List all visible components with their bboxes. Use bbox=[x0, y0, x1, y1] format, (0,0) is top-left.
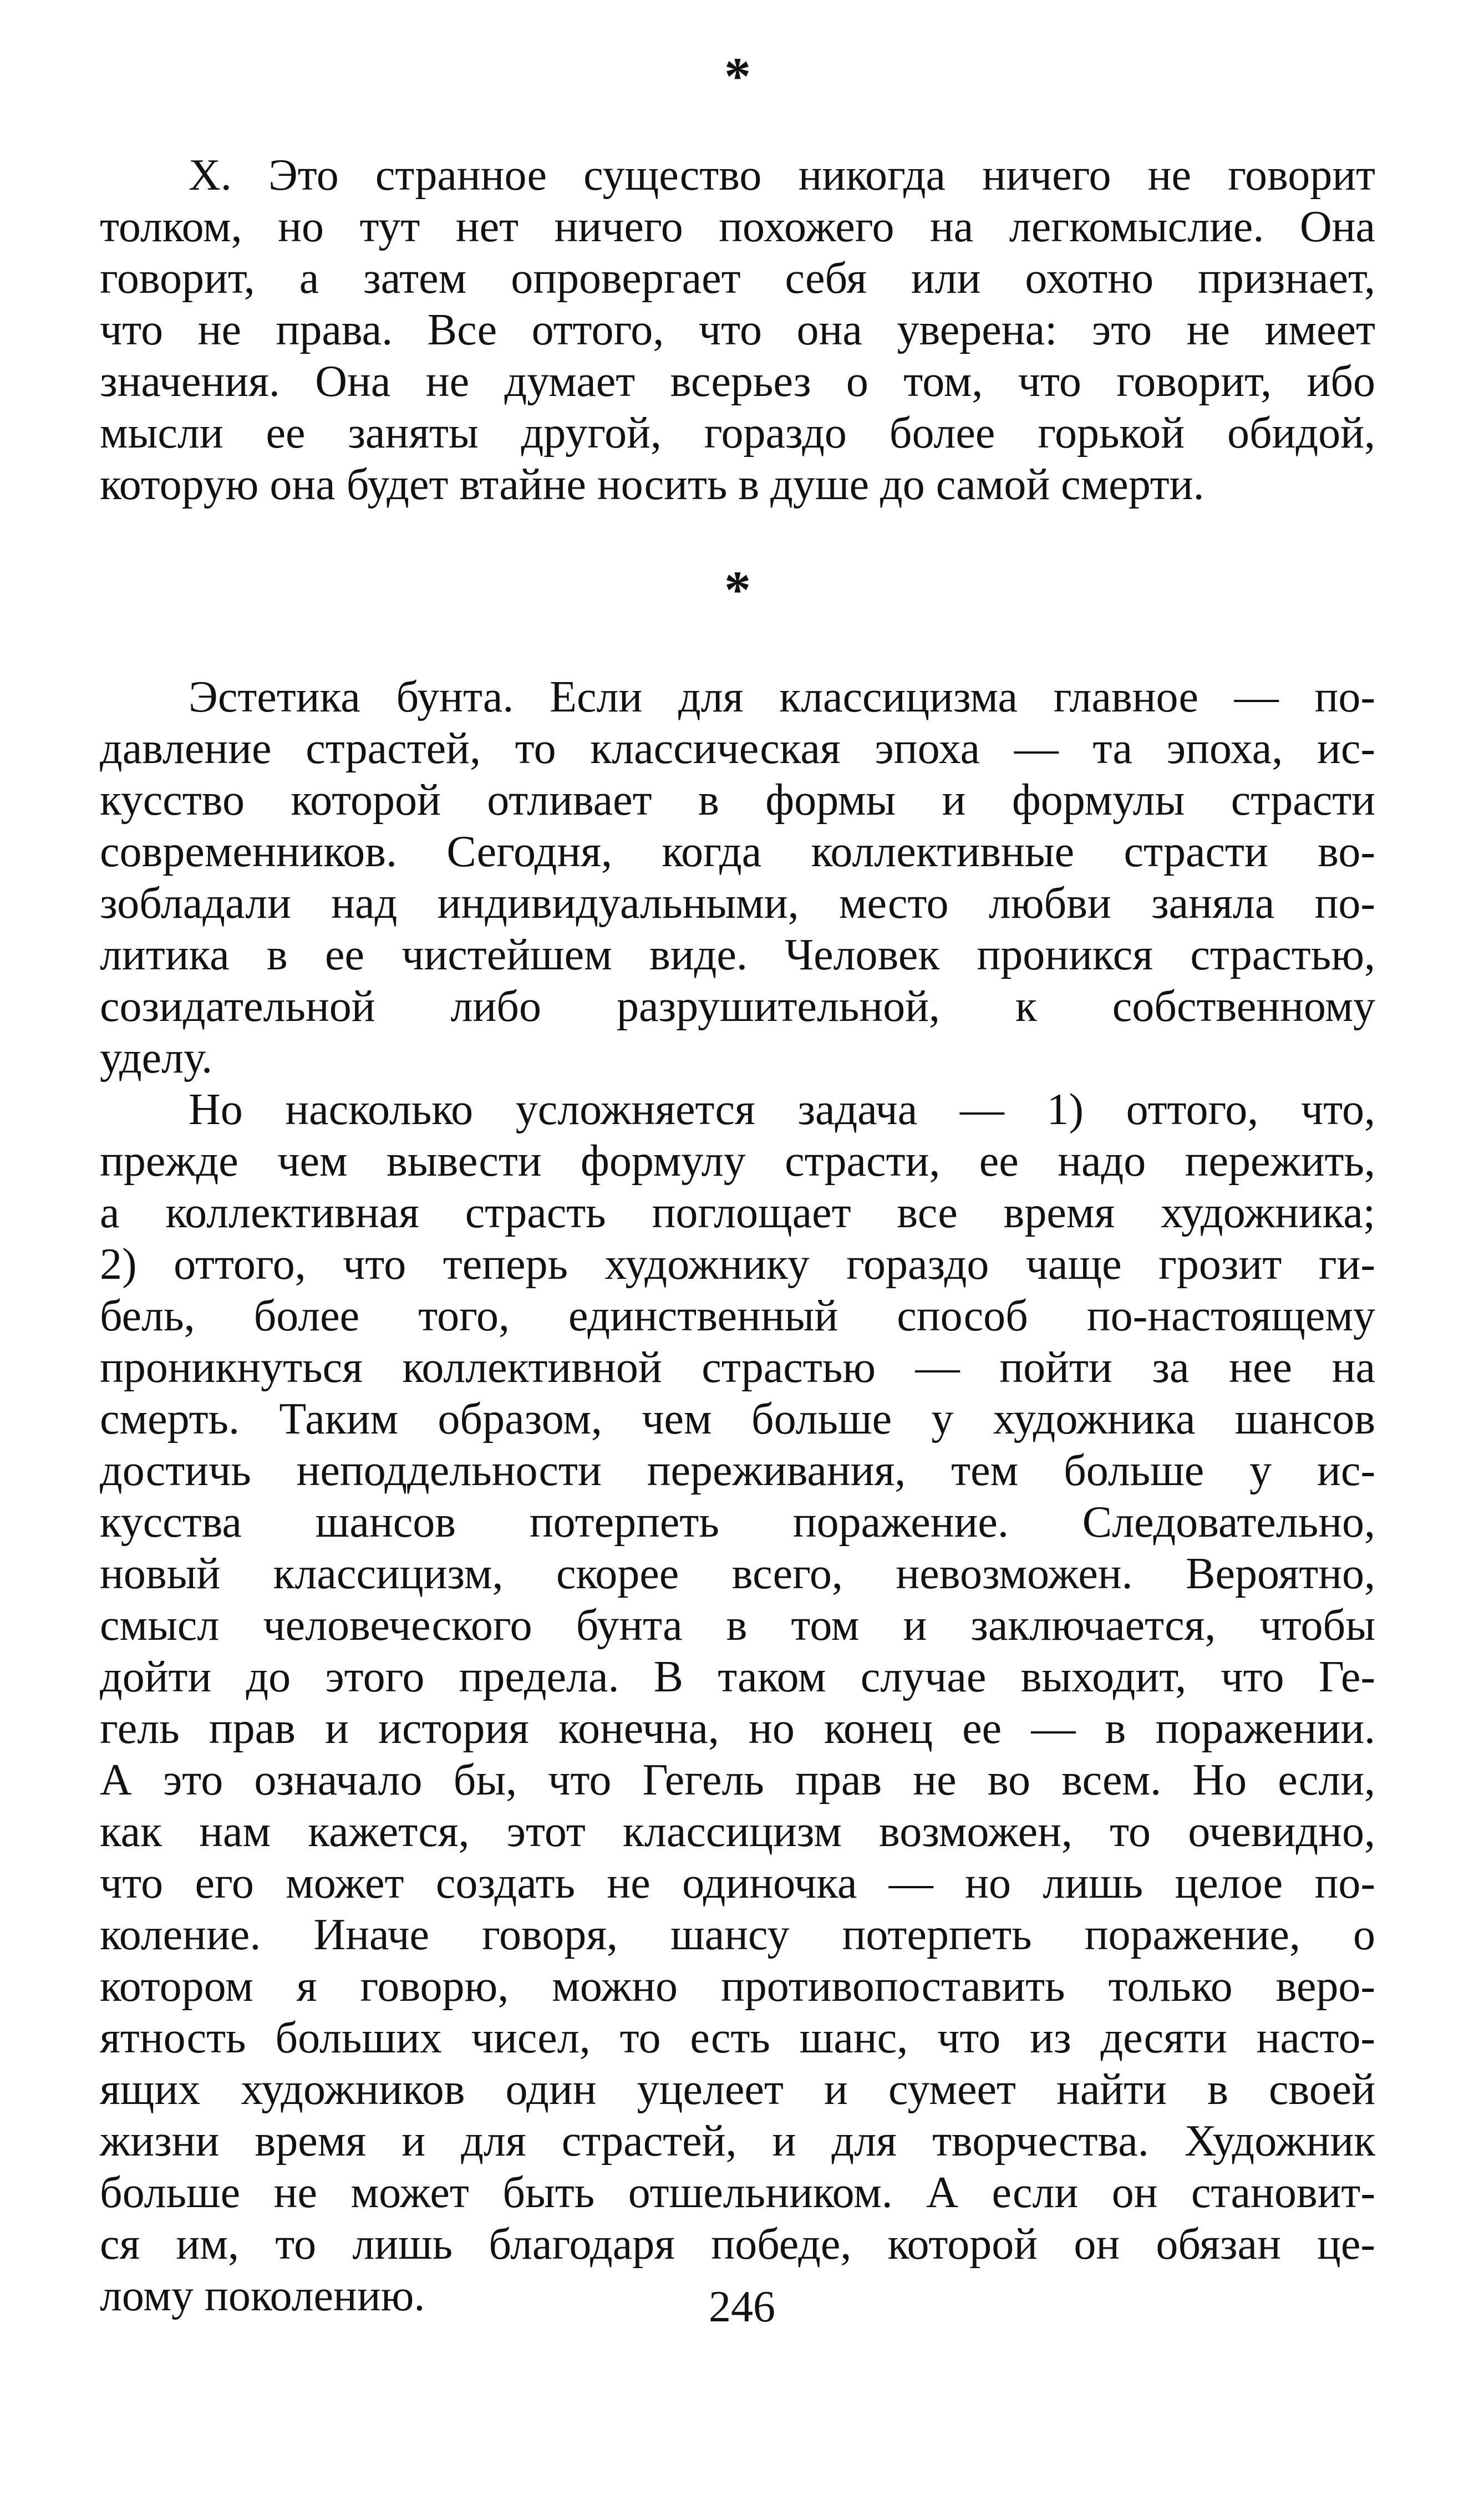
text-line: проникнуться коллективной страстью — пойти за нее на bbox=[100, 1343, 1375, 1392]
book-page bbox=[100, 47, 1375, 2462]
text-line: давление страстей, то классическая эпоха — та эпоха, ис- bbox=[100, 724, 1375, 773]
text-line: кусство которой отливает в формы и формулы страсти bbox=[100, 776, 1375, 825]
text-line: говорит, а затем опровергает себя или охотно признает, bbox=[100, 254, 1375, 303]
text-line: коление. Иначе говоря, шансу потерпеть поражение, о bbox=[100, 1910, 1375, 1959]
section-2-paragraph-2 bbox=[100, 1084, 1375, 2322]
page-number: 246 bbox=[709, 2283, 775, 2331]
text-line: больше не может быть отшельником. А если он становит- bbox=[100, 2168, 1375, 2217]
text-line: ятность больших чисел, то есть шанс, что из десяти насто- bbox=[100, 2014, 1375, 2062]
text-line: ся им, то лишь благодаря победе, которой он обязан це- bbox=[100, 2220, 1375, 2269]
text-line: достичь неподдельности переживания, тем больше у ис- bbox=[100, 1446, 1375, 1495]
text-line: как нам кажется, этот классицизм возможен, то очевидно, bbox=[100, 1807, 1375, 1856]
text-line: А это означало бы, что Гегель прав не во всем. Но если, bbox=[100, 1756, 1375, 1805]
text-line: бель, более того, единственный способ по-настоящему bbox=[100, 1292, 1375, 1340]
text-line: что его может создать не одиночка — но лишь целое по- bbox=[100, 1859, 1375, 1908]
text-line: Эстетика бунта. Если для классицизма главное — по- bbox=[189, 673, 1375, 721]
text-line: 2) оттого, что теперь художнику гораздо чаще грозит ги- bbox=[100, 1240, 1375, 1289]
text-line: значения. Она не думает всерьез о том, что говорит, ибо bbox=[100, 357, 1375, 406]
text-line: смерть. Таким образом, чем больше у художника шансов bbox=[100, 1395, 1375, 1443]
text-line: ящих художников один уцелеет и сумеет найти в своей bbox=[100, 2065, 1375, 2114]
text-line: Но насколько усложняется задача — 1) оттого, что, bbox=[189, 1085, 1375, 1134]
text-line: прежде чем вывести формулу страсти, ее надо пережить, bbox=[100, 1137, 1375, 1186]
text-line: литика в ее чистейшем виде. Человек проникся страстью, bbox=[100, 931, 1375, 979]
text-line: смысл человеческого бунта в том и заключается, чтобы bbox=[100, 1601, 1375, 1650]
text-line: кусства шансов потерпеть поражение. Следовательно, bbox=[100, 1498, 1375, 1547]
text-line: уделу. bbox=[100, 1034, 213, 1082]
section-1-paragraph bbox=[100, 150, 1375, 511]
text-line: зобладали над индивидуальными, место любви заняла по- bbox=[100, 879, 1375, 928]
text-line: мысли ее заняты другой, гораздо более горькой обидой, bbox=[100, 409, 1375, 458]
section-2-paragraph-1 bbox=[100, 672, 1375, 1084]
text-line: а коллективная страсть поглощает все время художника; bbox=[100, 1188, 1375, 1237]
text-line: жизни время и для страстей, и для творчества. Художник bbox=[100, 2117, 1375, 2166]
text-line: новый классицизм, скорее всего, невозможен. Вероятно, bbox=[100, 1549, 1375, 1598]
text-line: гель прав и история конечна, но конец ее — в поражении. bbox=[100, 1704, 1375, 1753]
section-separator-asterisk: * bbox=[724, 560, 751, 619]
text-line: толком, но тут нет ничего похожего на легкомыслие. Она bbox=[100, 202, 1375, 251]
text-line: созидательной либо разрушительной, к собственному bbox=[100, 982, 1375, 1031]
text-line: X. Это странное существо никогда ничего не говорит bbox=[189, 151, 1375, 200]
text-line: дойти до этого предела. В таком случае выходит, что Ге- bbox=[100, 1653, 1375, 1701]
section-separator-asterisk: * bbox=[724, 47, 751, 106]
text-line: котором я говорю, можно противопоставить только веро- bbox=[100, 1962, 1375, 2011]
text-line: которую она будет втайне носить в душе до самой смерти. bbox=[100, 460, 1205, 509]
text-line: современников. Сегодня, когда коллективные страсти во- bbox=[100, 827, 1375, 876]
text-line: лому поколению. bbox=[100, 2271, 425, 2320]
text-line: что не права. Все оттого, что она уверена: это не имеет bbox=[100, 306, 1375, 354]
